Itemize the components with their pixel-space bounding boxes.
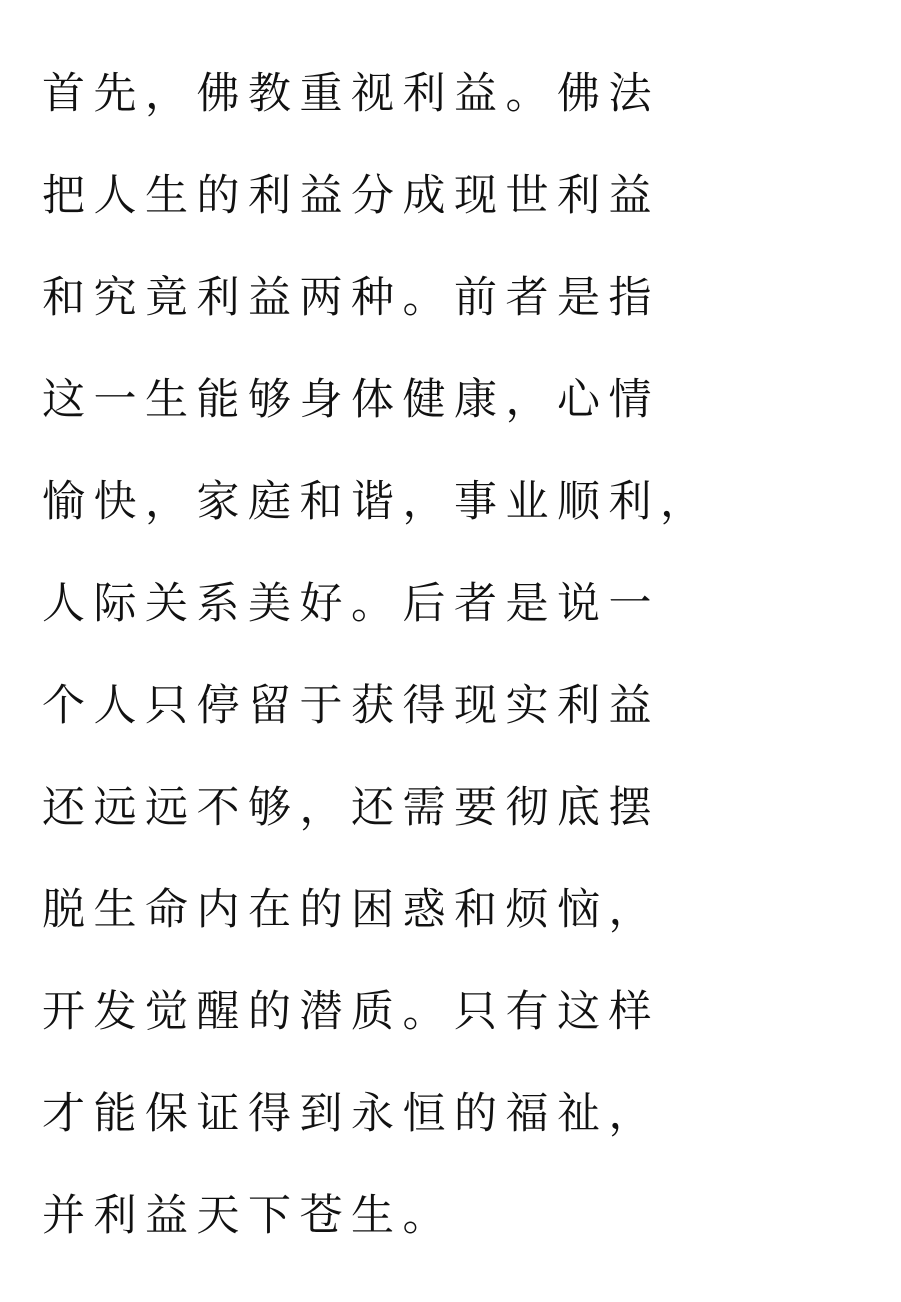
text-line: 个人只停留于获得现实利益: [42, 681, 660, 731]
text-line: 首先，佛教重视利益。佛法: [42, 69, 660, 119]
text-line: 人际关系美好。后者是说一: [42, 579, 660, 629]
text-line: 还远远不够，还需要彻底摆: [42, 783, 660, 833]
text-line: 并利益天下苍生。: [42, 1191, 454, 1241]
text-line: 这一生能够身体健康，心情: [42, 375, 660, 425]
text-line: 把人生的利益分成现世利益: [42, 171, 660, 221]
text-line: 愉快，家庭和谐，事业顺利，: [42, 477, 712, 527]
body-text: [42, 62, 712, 1286]
text-line: 和究竟利益两种。前者是指: [42, 273, 660, 323]
text-line: 脱生命内在的困惑和烦恼，: [42, 885, 660, 935]
text-line: 才能保证得到永恒的福祉，: [42, 1089, 660, 1139]
text-line: 开发觉醒的潜质。只有这样: [42, 987, 660, 1037]
